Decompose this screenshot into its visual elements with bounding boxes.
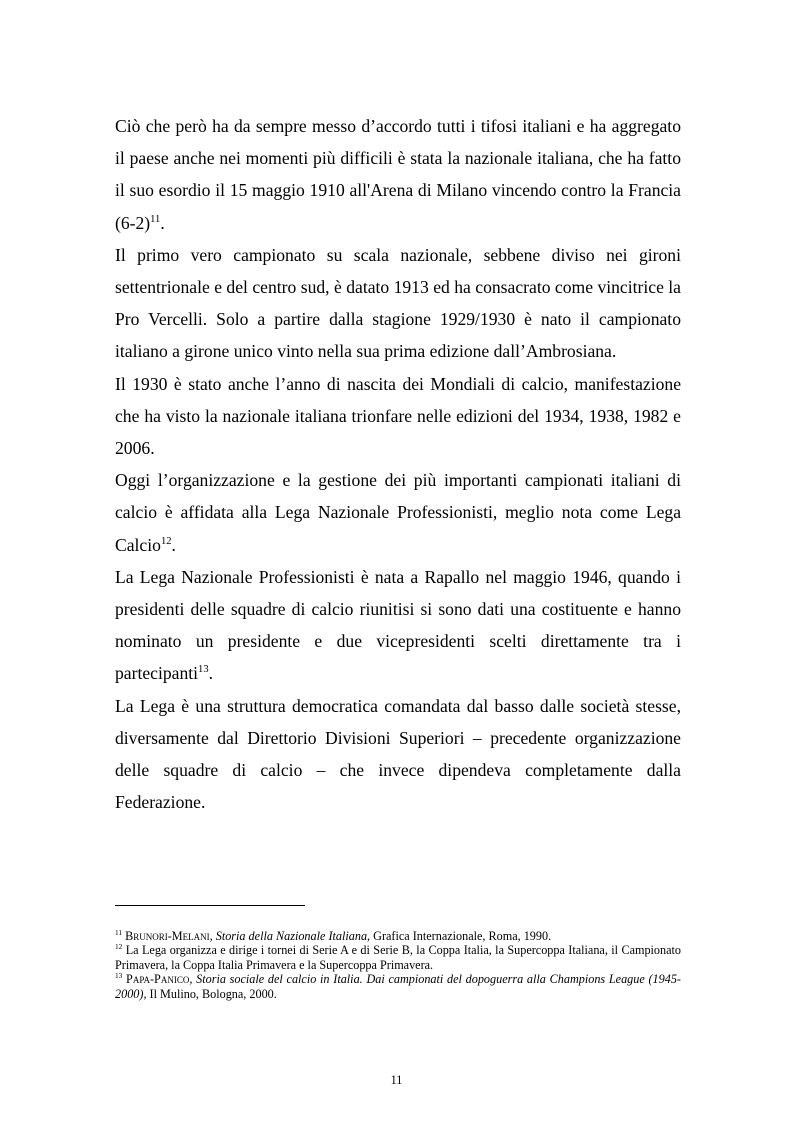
footnote-13: $^{13}$ Papa-Panico, Storia sociale del calcio in Italia. Dai campionati del dopoguerra alla Champions League (1945-2000), Il Mulino, Bologna, 2000. — [115, 971, 681, 1001]
paragraph-3: Il 1930 è stato anche l’anno di nascita dei Mondiali di calcio, manifestazione che ha visto la nazionale italiana trionfare nelle edizioni del 1934, 1938, 1982 e 2006. — [115, 373, 681, 459]
footnote-title: Storia sociale del calcio in Italia. Dai campionati del dopoguerra alla Champions League (1945-2000) — [115, 972, 681, 1001]
page-number: 11 — [390, 1073, 403, 1087]
footnote-ref-12[interactable]: 12 — [160, 535, 172, 547]
paragraph-1: Ciò che però ha da sempre messo d’accordo tutti i tifosi italiani e ha aggregato il paese anche nei momenti più difficili è stata la nazionale italiana, che ha fatto il suo esordio il 15 maggio 1910 all'Arena di Milano vincendo contro la Francia $(6-2)^{11}$. — [115, 116, 681, 233]
footnote-12: $^{12}$ La Lega organizza e dirige i tornei di Serie A e di Serie B, la Coppa Italia, la Supercoppa Italiana, il Campionato Primavera, la Coppa Italia Primavera e la Supercoppa Primavera. — [115, 942, 682, 972]
paragraph-4: Oggi l’organizzazione e la gestione dei più importanti campionati italiani di calcio è affidata alla Lega Nazionale Professionisti, meglio nota come Lega Calcio$^{12}$. — [115, 470, 681, 555]
footnote-author: Brunori-Melani — [125, 929, 210, 943]
body-text — [115, 110, 681, 818]
paragraph-6: La Lega è una struttura democratica comandata dal basso dalle società stesse, diversamente dal Direttorio Divisioni Superiori – precedente organizzazione delle squadre di calcio – che invece dipendeva completamente dalla Federazione. — [115, 695, 681, 813]
paragraph-2: Il primo vero campionato su scala nazionale, sebbene diviso nei gironi settentrionale e del centro sud, è datato 1913 ed ha consacrato come vincitrice la Pro Vercelli. Solo a partire dalla stagione 1929/1930 è nato il campionato italiano a girone unico vinto nella sua prima edizione dall’Ambrosiana. — [115, 244, 681, 362]
footnote-author: Papa-Panico — [126, 972, 190, 987]
paragraph-5: La Lega Nazionale Professionisti è nata a Rapallo nel maggio 1946, quando i presidenti delle squadre di calcio riunitisi si sono dati una costituente e hanno nominato un presidente e due vicepresidenti scelti direttamente tra i partecipanti$^{13}$. — [115, 566, 681, 684]
footnote-ref-13[interactable]: 13 — [198, 664, 209, 676]
footnote-title: Storia della Nazionale Italiana — [215, 929, 368, 943]
footnote-separator — [115, 905, 305, 906]
footnotes — [115, 929, 681, 1001]
footnote-ref-11[interactable]: 11 — [150, 213, 161, 225]
footnote-11: $^{11}$ Brunori-Melani, Storia della Nazionale Italiana, Grafica Internazionale, Roma, 1990. — [115, 927, 552, 943]
